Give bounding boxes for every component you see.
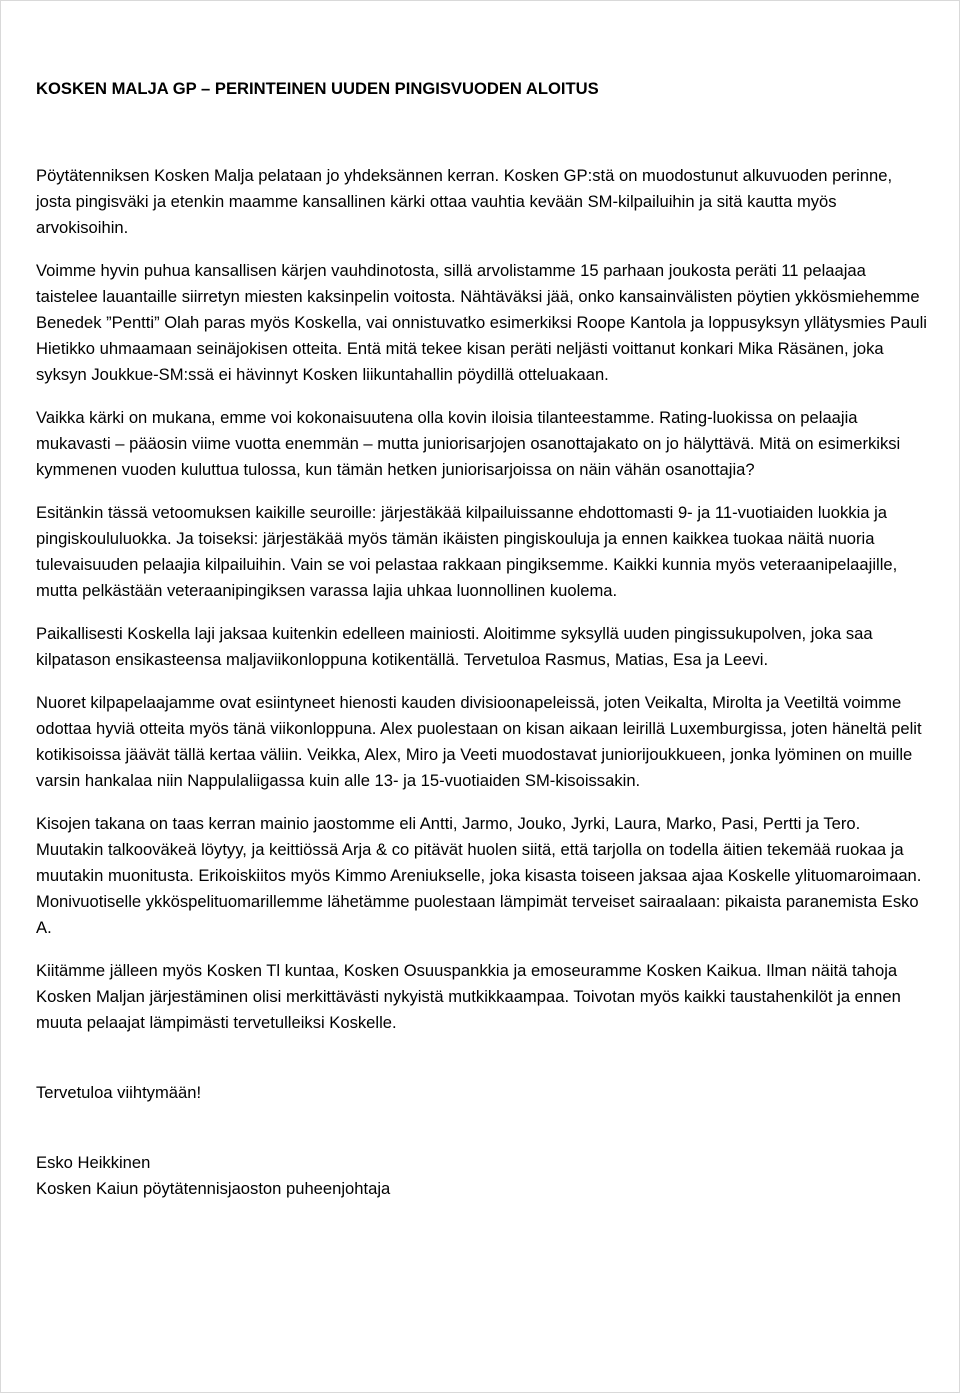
paragraph-1: Pöytätenniksen Kosken Malja pelataan jo yhdeksännen kerran. Kosken GP:stä on muodostunut alkuvuoden perinne, josta pingisväki ja etenkin maamme kansallinen kärki ottaa vauhtia kevään SM-kilpailuihin ja sitä kautta myös arvokisoihin. bbox=[36, 166, 893, 237]
signature-block bbox=[36, 1150, 928, 1202]
signature-position: Kosken Kaiun pöytätennisjaoston puheenjohtaja bbox=[36, 1179, 391, 1198]
signature-name: Esko Heikkinen bbox=[36, 1153, 151, 1172]
paragraph-7: Kisojen takana on taas kerran mainio jaostomme eli Antti, Jarmo, Jouko, Jyrki, Laura, Marko, Pasi, Pertti ja Tero. Muutakin talkooväkeä löytyy, ja keittiössä Arja & co pitävät huolen siitä, että tarjolla on todella äitien tekemää ruokaa ja muutakin muonitusta. Erikoiskiitos myös Kimmo Areniukselle, joka kisasta toiseen jaksaa ajaa Koskelle ylituomaroimaan. Monivuotiselle ykköspelituomarillemme lähetämme puolestaan lämpimät terveiset sairaalaan: pikaista paranemista Esko A. bbox=[36, 814, 922, 937]
paragraph-4: Esitänkin tässä vetoomuksen kaikille seuroille: järjestäkää kilpailuissanne ehdottomasti 9- ja 11-vuotiaiden luokkia ja pingiskoululuokka. Ja toiseksi: järjestäkää myös tämän ikäisten pingiskouluja ja ennen kaikkea tuokaa näitä nuoria tulevaisuuden pelaajia kilpailuihin. Vain se voi pelastaa rakkaan pingiksemme. Kaikki kunnia myös veteraanipelaajille, mutta pelkästään veteraanipingiksen varassa lajia uhkaa luonnollinen kuolema. bbox=[36, 503, 898, 600]
paragraph-8: Kiitämme jälleen myös Kosken Tl kuntaa, Kosken Osuuspankkia ja emoseuramme Kosken Kaikua. Ilman näitä tahoja Kosken Maljan järjestäminen olisi merkittävästi nykyistä mutkikkaampaa. Toivotan myös kaikki taustahenkilöt ja ennen muuta pelaajat lämpimästi tervetulleiksi Koskelle. bbox=[36, 961, 901, 1032]
document-title: KOSKEN MALJA GP – PERINTEINEN UUDEN PINGISVUODEN ALOITUS bbox=[36, 79, 599, 98]
paragraph-6: Nuoret kilpapelaajamme ovat esiintyneet hienosti kauden divisioonapeleissä, joten Veikalta, Mirolta ja Veetiltä voimme odottaa hyviä otteita myös tänä viikonloppuna. Alex puolestaan on kisan aikaan leirillä Luxemburgissa, joten häneltä pelit kotikisoissa jäävät tällä kertaa väliin. Veikka, Alex, Miro ja Veeti muodostavat juniorijoukkueen, jonka lyöminen on muille varsin hankalaa niin Nappulaliigassa kuin alle 13- ja 15-vuotiaiden SM-kisoissakin. bbox=[36, 693, 922, 790]
paragraph-5: Paikallisesti Koskella laji jaksaa kuitenkin edelleen mainiosti. Aloitimme syksyllä uuden pingissukupolven, joka saa kilpatason ensikasteensa maljaviikonloppuna kotikentällä. Tervetuloa Rasmus, Matias, Esa ja Leevi. bbox=[36, 624, 873, 669]
paragraph-2: Voimme hyvin puhua kansallisen kärjen vauhdinotosta, sillä arvolistamme 15 parhaan joukosta peräti 11 pelaajaa taistelee lauantaille siirretyn miesten kaksinpelin voitosta. Nähtäväksi jää, onko kansainvälisten pöytien ykkösmiehemme Benedek ”Pentti” Olah paras myös Koskella, vai onnistuvatko esimerkiksi Roope Kantola ja loppusyksyn yllätysmies Pauli Hietikko uhmaamaan seinäjokisen otteita. Entä mitä tekee kisan peräti neljästi voittanut konkari Mika Räsänen, joka syksyn Joukkue-SM:ssä ei hävinnyt Kosken liikuntahallin pöydillä otteluakaan. bbox=[36, 261, 927, 384]
document-content bbox=[36, 76, 928, 1202]
closing-line: Tervetuloa viihtymään! bbox=[36, 1083, 202, 1102]
paragraph-3: Vaikka kärki on mukana, emme voi kokonaisuutena olla kovin iloisia tilanteestamme. Rating-luokissa on pelaajia mukavasti – pääosin viime vuotta enemmän – mutta juniorisarjojen osanottajakato on jo hälyttävä. Mitä on esimerkiksi kymmenen vuoden kuluttua tulossa, kun tämän hetken juniorisarjoissa on näin vähän osanottajia? bbox=[36, 408, 901, 479]
